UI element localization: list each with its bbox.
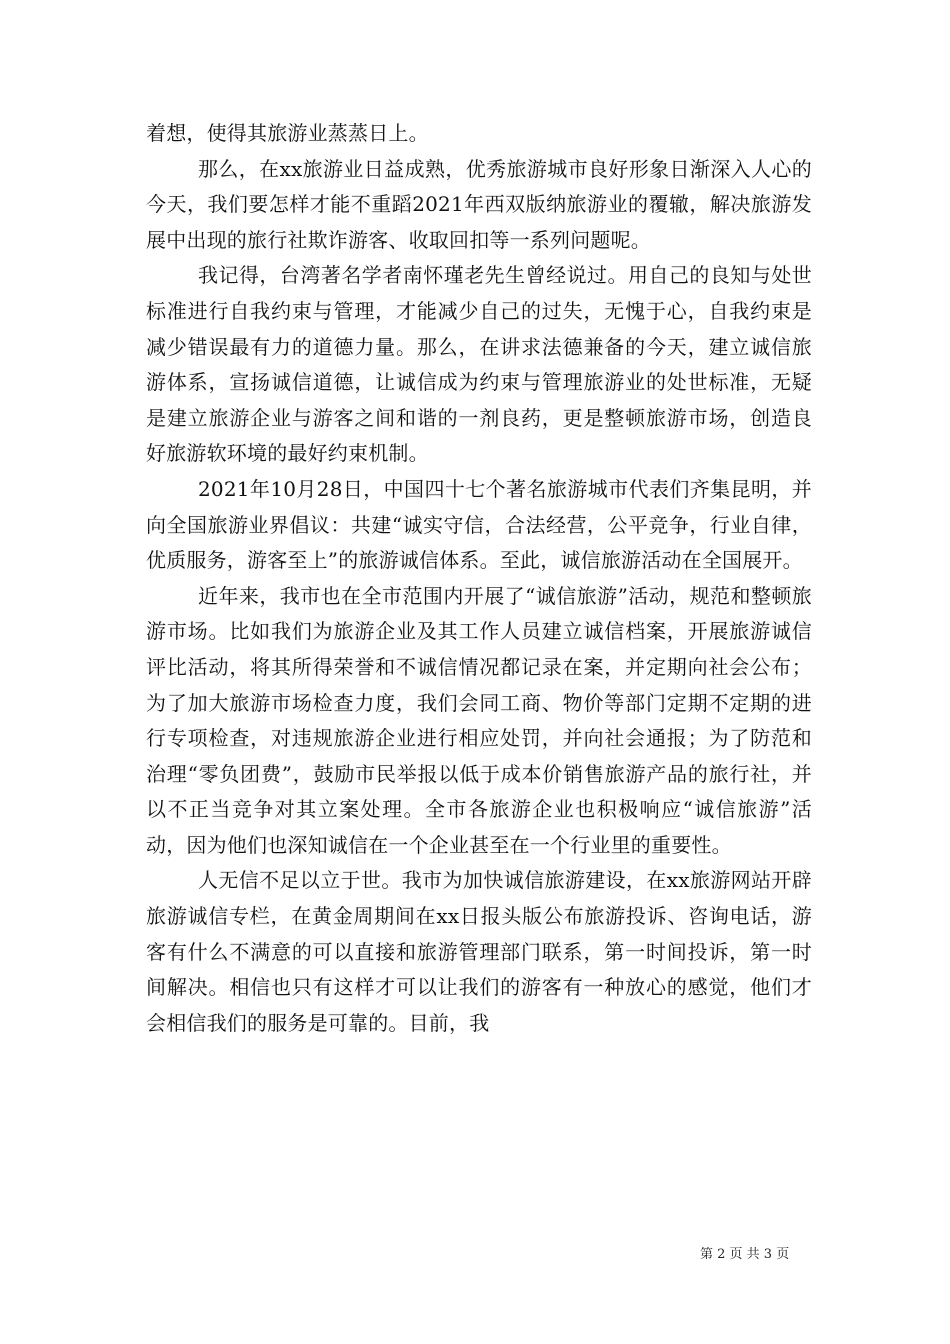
paragraph: 人无信不足以立于世。我市为加快诚信旅游建设，在xx旅游网站开辟旅游诚信专栏，在黄金周期间在xx日报头版公布旅游投诉、咨询电话，游客有什么不满意的可以直接和旅游管理部门联系，第一时间投诉，第一时间解决。相信也只有这样才可以让我们的游客有一种放心的感觉，他们才会相信我们的服务是可靠的。目前，我 xyxy=(146,868,812,1035)
paragraph: 近年来，我市也在全市范围内开展了“诚信旅游”活动，规范和整顿旅游市场。比如我们为旅游企业及其工作人员建立诚信档案，开展旅游诚信评比活动，将其所得荣誉和不诚信情况都记录在案，并定期向社会公布；为了加大旅游市场检查力度，我们会同工商、物价等部门定期不定期的进行专项检查，对违规旅游企业进行相应处罚，并向社会通报；为了防范和治理“零负团费”，鼓励市民举报以低于成本价销售旅游产品的旅行社，并以不正当竞争对其立案处理。全市各旅游企业也积极响应“诚信旅游”活动，因为他们也深知诚信在一个企业甚至在一个行业里的重要性。 xyxy=(146,583,812,857)
paragraph: 我记得，台湾著名学者南怀瑾老先生曾经说过。用自己的良知与处世标准进行自我约束与管理，才能减少自己的过失，无愧于心，自我约束是减少错误最有力的道德力量。那么，在讲求法德兼备的今天，建立诚信旅游体系，宣扬诚信道德，让诚信成为约束与管理旅游业的处世标准，无疑是建立旅游企业与游客之间和谐的一剂良药，更是整顿旅游市场，创造良好旅游软环境的最好约束机制。 xyxy=(146,263,812,466)
paragraph: 那么，在xx旅游业日益成熟，优秀旅游城市良好形象日渐深入人心的今天，我们要怎样才能不重蹈2021年西双版纳旅游业的覆辙，解决旅游发展中出现的旅行社欺诈游客、收取回扣等一系列问题呢。 xyxy=(146,156,812,252)
paragraph-continuation: 着想，使得其旅游业蒸蒸日上。 xyxy=(146,121,429,145)
page-number-footer: 第 2 页 共 3 页 xyxy=(700,1247,790,1262)
document-body xyxy=(146,116,812,1041)
paragraph: 2021年10月28日，中国四十七个著名旅游城市代表们齐集昆明，并向全国旅游业界倡议：共建“诚实守信，合法经营，公平竞争，行业自律，优质服务，游客至上”的旅游诚信体系。至此，诚信旅游活动在全国展开。 xyxy=(146,476,812,573)
